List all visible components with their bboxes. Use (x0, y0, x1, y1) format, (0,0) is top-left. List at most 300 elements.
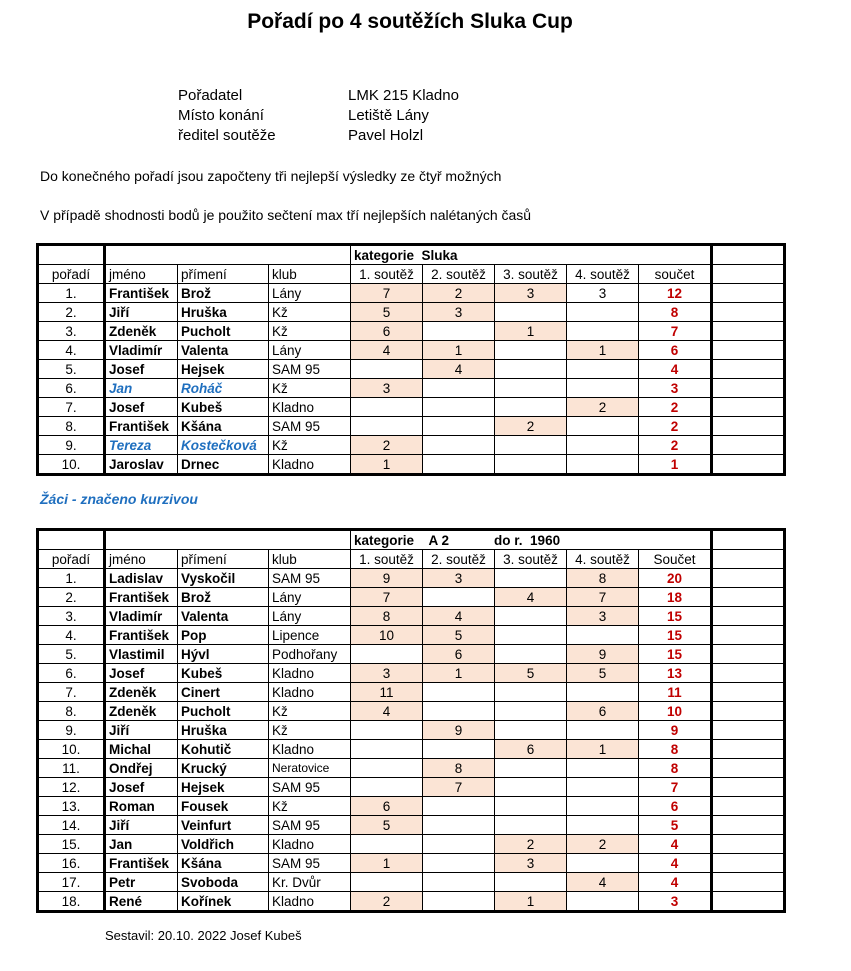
column-header: 2. soutěž (423, 265, 495, 284)
sum-cell: 3 (639, 379, 712, 398)
column-header: pořadí (38, 265, 105, 284)
blank-cell (712, 816, 785, 835)
last-name-cell: Kubeš (178, 664, 269, 683)
club-cell: Kž (269, 721, 351, 740)
rank-cell: 13. (38, 797, 105, 816)
blank-cell (712, 873, 785, 892)
score-cell: 3 (495, 854, 567, 873)
table-row (38, 626, 785, 645)
score-cell: 8 (351, 607, 423, 626)
info-value: Pavel Holzl (348, 127, 424, 144)
table-row (38, 398, 785, 417)
score-cell: 4 (423, 607, 495, 626)
score-cell (351, 759, 423, 778)
club-cell: Kž (269, 702, 351, 721)
info-label: Pořadatel (178, 87, 243, 104)
club-cell: Kladno (269, 398, 351, 417)
table-row (38, 759, 785, 778)
rank-cell: 9. (38, 721, 105, 740)
score-cell: 7 (351, 284, 423, 303)
last-name-cell: Voldřich (178, 835, 269, 854)
score-cell (423, 892, 495, 912)
first-name-cell: František (105, 626, 178, 645)
score-cell: 5 (567, 664, 639, 683)
score-cell: 6 (495, 740, 567, 759)
footer-compiled-by: Sestavil: 20.10. 2022 Josef Kubeš (105, 928, 302, 943)
table-row (38, 569, 785, 588)
rank-cell: 3. (38, 322, 105, 341)
club-cell: Kr. Dvůr (269, 873, 351, 892)
score-cell: 9 (351, 569, 423, 588)
score-cell: 4 (567, 873, 639, 892)
score-cell (495, 683, 567, 702)
first-name-cell: Jiří (105, 721, 178, 740)
rank-cell: 18. (38, 892, 105, 912)
score-cell (495, 607, 567, 626)
rank-cell: 4. (38, 341, 105, 360)
column-header: 3. soutěž (495, 550, 567, 569)
table-row (38, 740, 785, 759)
score-cell (423, 854, 495, 873)
score-cell (423, 797, 495, 816)
score-cell (495, 778, 567, 797)
last-name-cell: Pucholt (178, 322, 269, 341)
score-cell: 7 (567, 588, 639, 607)
rank-cell: 1. (38, 284, 105, 303)
sum-cell: 1 (639, 455, 712, 475)
score-cell (351, 778, 423, 797)
club-cell: SAM 95 (269, 778, 351, 797)
sum-cell: 2 (639, 398, 712, 417)
first-name-cell: Zdeněk (105, 702, 178, 721)
score-cell (423, 873, 495, 892)
note-tiebreak: V případě shodnosti bodů je použito sečtení max tří nejlepších nalétaných časů (40, 207, 532, 223)
blank-cell (712, 455, 785, 475)
column-header-row (38, 265, 785, 284)
sum-cell: 4 (639, 360, 712, 379)
sum-cell: 6 (639, 341, 712, 360)
score-cell: 11 (351, 683, 423, 702)
table-row (38, 835, 785, 854)
club-cell: SAM 95 (269, 816, 351, 835)
blank-cell (712, 664, 785, 683)
score-cell: 1 (423, 664, 495, 683)
club-cell: Lány (269, 588, 351, 607)
column-header: 2. soutěž (423, 550, 495, 569)
score-cell (567, 322, 639, 341)
score-cell (423, 740, 495, 759)
table-row (38, 778, 785, 797)
table-row (38, 436, 785, 455)
sum-cell: 20 (639, 569, 712, 588)
score-cell: 5 (495, 664, 567, 683)
column-header: přímení (178, 265, 269, 284)
table-row (38, 303, 785, 322)
score-cell (567, 797, 639, 816)
sum-cell: 15 (639, 607, 712, 626)
club-cell: SAM 95 (269, 569, 351, 588)
score-cell: 7 (423, 778, 495, 797)
score-cell (495, 626, 567, 645)
score-cell (567, 816, 639, 835)
blank-cell (712, 588, 785, 607)
score-cell: 4 (495, 588, 567, 607)
score-cell (567, 721, 639, 740)
last-name-cell: Drnec (178, 455, 269, 475)
score-cell (423, 702, 495, 721)
score-cell (495, 436, 567, 455)
score-cell (423, 417, 495, 436)
score-cell (495, 303, 567, 322)
results-table-sluka (36, 243, 786, 476)
table-row (38, 702, 785, 721)
header-blank (712, 265, 785, 284)
last-name-cell: Hývl (178, 645, 269, 664)
sum-cell: 9 (639, 721, 712, 740)
last-name-cell: Kostečková (178, 436, 269, 455)
score-cell: 1 (567, 740, 639, 759)
table-row (38, 455, 785, 475)
blank-cell (712, 360, 785, 379)
last-name-cell: Veinfurt (178, 816, 269, 835)
score-cell (567, 778, 639, 797)
blank-cell (712, 835, 785, 854)
first-name-cell: Michal (105, 740, 178, 759)
score-cell: 1 (423, 341, 495, 360)
column-header: 3. soutěž (495, 265, 567, 284)
column-header: pořadí (38, 550, 105, 569)
first-name-cell: František (105, 588, 178, 607)
club-cell: Kž (269, 322, 351, 341)
score-cell: 1 (351, 455, 423, 475)
header-blank (712, 245, 785, 265)
club-cell: Lány (269, 284, 351, 303)
column-header-sum: Součet (639, 550, 712, 569)
table-row (38, 721, 785, 740)
table-row (38, 360, 785, 379)
info-value: LMK 215 Kladno (348, 87, 459, 104)
first-name-cell: Petr (105, 873, 178, 892)
first-name-cell: Jiří (105, 303, 178, 322)
first-name-cell: Zdeněk (105, 683, 178, 702)
score-cell: 10 (351, 626, 423, 645)
sum-cell: 13 (639, 664, 712, 683)
rank-cell: 8. (38, 702, 105, 721)
column-header-row (38, 550, 785, 569)
score-cell (423, 322, 495, 341)
table-row (38, 588, 785, 607)
sum-cell: 6 (639, 797, 712, 816)
score-cell: 4 (423, 360, 495, 379)
first-name-cell: Vladimír (105, 607, 178, 626)
first-name-cell: Jan (105, 835, 178, 854)
table-row (38, 607, 785, 626)
table-row (38, 664, 785, 683)
sum-cell: 3 (639, 892, 712, 912)
first-name-cell: Josef (105, 664, 178, 683)
score-cell (423, 835, 495, 854)
first-name-cell: René (105, 892, 178, 912)
first-name-cell: František (105, 854, 178, 873)
score-cell (423, 436, 495, 455)
club-cell: Kladno (269, 892, 351, 912)
last-name-cell: Valenta (178, 341, 269, 360)
blank-cell (712, 607, 785, 626)
blank-cell (712, 322, 785, 341)
score-cell: 2 (567, 835, 639, 854)
score-cell: 2 (567, 398, 639, 417)
last-name-cell: Kubeš (178, 398, 269, 417)
score-cell: 7 (351, 588, 423, 607)
last-name-cell: Kšána (178, 417, 269, 436)
sum-cell: 15 (639, 626, 712, 645)
last-name-cell: Vyskočil (178, 569, 269, 588)
rank-cell: 16. (38, 854, 105, 873)
club-cell: Kladno (269, 664, 351, 683)
score-cell (495, 455, 567, 475)
rank-cell: 8. (38, 417, 105, 436)
rank-cell: 6. (38, 379, 105, 398)
score-cell (351, 398, 423, 417)
club-cell: Kladno (269, 835, 351, 854)
last-name-cell: Hejsek (178, 778, 269, 797)
score-cell (567, 455, 639, 475)
score-cell (495, 360, 567, 379)
score-cell: 3 (351, 664, 423, 683)
sum-cell: 8 (639, 740, 712, 759)
table-row (38, 322, 785, 341)
rank-cell: 2. (38, 303, 105, 322)
blank-cell (712, 778, 785, 797)
club-cell: Kladno (269, 740, 351, 759)
column-header: klub (269, 550, 351, 569)
club-cell: Lány (269, 607, 351, 626)
results-table-a2 (36, 528, 786, 913)
blank-cell (712, 740, 785, 759)
score-cell (423, 588, 495, 607)
blank-cell (712, 702, 785, 721)
sum-cell: 4 (639, 854, 712, 873)
first-name-cell: Jaroslav (105, 455, 178, 475)
score-cell (567, 683, 639, 702)
score-cell: 4 (351, 341, 423, 360)
first-name-cell: Roman (105, 797, 178, 816)
rank-cell: 5. (38, 645, 105, 664)
first-name-cell: Vladimír (105, 341, 178, 360)
last-name-cell: Hruška (178, 721, 269, 740)
table-row (38, 645, 785, 664)
column-header: přímení (178, 550, 269, 569)
score-cell: 1 (495, 322, 567, 341)
club-cell: Kž (269, 303, 351, 322)
blank-cell (712, 569, 785, 588)
score-cell: 6 (351, 322, 423, 341)
sum-cell: 15 (639, 645, 712, 664)
rank-cell: 7. (38, 683, 105, 702)
club-cell: SAM 95 (269, 417, 351, 436)
juniors-legend: Žáci - značeno kurzivou (40, 491, 198, 507)
club-cell: Kž (269, 797, 351, 816)
score-cell (423, 455, 495, 475)
first-name-cell: Ladislav (105, 569, 178, 588)
score-cell: 3 (423, 569, 495, 588)
rank-cell: 14. (38, 816, 105, 835)
rank-cell: 2. (38, 588, 105, 607)
table-row (38, 379, 785, 398)
page-title: Pořadí po 4 soutěžích Sluka Cup (247, 10, 573, 33)
last-name-cell: Pop (178, 626, 269, 645)
sum-cell: 7 (639, 778, 712, 797)
rank-cell: 10. (38, 740, 105, 759)
score-cell (567, 303, 639, 322)
score-cell: 2 (495, 417, 567, 436)
score-cell: 1 (495, 892, 567, 912)
first-name-cell: Zdeněk (105, 322, 178, 341)
score-cell (567, 854, 639, 873)
table-row (38, 683, 785, 702)
sum-cell: 12 (639, 284, 712, 303)
sum-cell: 7 (639, 322, 712, 341)
last-name-cell: Svoboda (178, 873, 269, 892)
club-cell: Kž (269, 436, 351, 455)
table-row (38, 284, 785, 303)
table-row (38, 854, 785, 873)
table-row (38, 341, 785, 360)
table-row (38, 797, 785, 816)
club-cell: Neratovice (269, 759, 351, 778)
header-blank (712, 550, 785, 569)
rank-cell: 17. (38, 873, 105, 892)
first-name-cell: Jan (105, 379, 178, 398)
score-cell (495, 569, 567, 588)
score-cell: 5 (351, 303, 423, 322)
rank-cell: 11. (38, 759, 105, 778)
table-row (38, 873, 785, 892)
category-row (38, 245, 785, 265)
blank-cell (712, 436, 785, 455)
score-cell: 3 (423, 303, 495, 322)
score-cell: 2 (495, 835, 567, 854)
score-cell (351, 740, 423, 759)
score-cell: 2 (351, 436, 423, 455)
score-cell: 2 (423, 284, 495, 303)
blank-cell (712, 341, 785, 360)
score-cell (495, 797, 567, 816)
club-cell: Podhořany (269, 645, 351, 664)
column-header: 4. soutěž (567, 550, 639, 569)
sum-cell: 8 (639, 303, 712, 322)
last-name-cell: Hejsek (178, 360, 269, 379)
score-cell (567, 379, 639, 398)
last-name-cell: Kohutič (178, 740, 269, 759)
score-cell: 5 (351, 816, 423, 835)
score-cell (567, 417, 639, 436)
rank-cell: 10. (38, 455, 105, 475)
last-name-cell: Pucholt (178, 702, 269, 721)
category-row (38, 530, 785, 550)
category-title: kategorie Sluka (351, 245, 712, 265)
score-cell (567, 892, 639, 912)
sum-cell: 10 (639, 702, 712, 721)
blank-cell (712, 398, 785, 417)
score-cell (495, 759, 567, 778)
score-cell (423, 398, 495, 417)
score-cell (351, 360, 423, 379)
blank-cell (712, 645, 785, 664)
score-cell (567, 436, 639, 455)
header-blank (105, 245, 351, 265)
rank-cell: 5. (38, 360, 105, 379)
first-name-cell: Josef (105, 778, 178, 797)
score-cell (495, 341, 567, 360)
score-cell: 6 (567, 702, 639, 721)
score-cell (423, 379, 495, 398)
club-cell: Kladno (269, 683, 351, 702)
blank-cell (712, 379, 785, 398)
column-header: 1. soutěž (351, 550, 423, 569)
blank-cell (712, 759, 785, 778)
sum-cell: 18 (639, 588, 712, 607)
column-header: jméno (105, 550, 178, 569)
score-cell (567, 360, 639, 379)
score-cell (423, 816, 495, 835)
score-cell (351, 873, 423, 892)
last-name-cell: Brož (178, 588, 269, 607)
score-cell (495, 816, 567, 835)
rank-cell: 3. (38, 607, 105, 626)
score-cell (495, 721, 567, 740)
header-blank (105, 530, 351, 550)
club-cell: SAM 95 (269, 360, 351, 379)
blank-cell (712, 797, 785, 816)
blank-cell (712, 854, 785, 873)
category-title: kategorie A 2 do r. 1960 (351, 530, 712, 550)
club-cell: Kladno (269, 455, 351, 475)
sum-cell: 4 (639, 873, 712, 892)
score-cell: 3 (351, 379, 423, 398)
first-name-cell: Ondřej (105, 759, 178, 778)
last-name-cell: Kšána (178, 854, 269, 873)
score-cell (567, 759, 639, 778)
info-label: Místo konání (178, 107, 264, 124)
score-cell: 1 (351, 854, 423, 873)
column-header: 1. soutěž (351, 265, 423, 284)
score-cell (495, 873, 567, 892)
score-cell: 9 (567, 645, 639, 664)
score-cell: 5 (423, 626, 495, 645)
last-name-cell: Krucký (178, 759, 269, 778)
score-cell (495, 379, 567, 398)
table-row (38, 892, 785, 912)
club-cell: Kž (269, 379, 351, 398)
sum-cell: 4 (639, 835, 712, 854)
sum-cell: 8 (639, 759, 712, 778)
first-name-cell: Josef (105, 360, 178, 379)
header-blank (38, 530, 105, 550)
score-cell: 9 (423, 721, 495, 740)
first-name-cell: Tereza (105, 436, 178, 455)
score-cell (351, 835, 423, 854)
score-cell: 8 (567, 569, 639, 588)
blank-cell (712, 284, 785, 303)
column-header: jméno (105, 265, 178, 284)
rank-cell: 6. (38, 664, 105, 683)
last-name-cell: Kořínek (178, 892, 269, 912)
club-cell: Lány (269, 341, 351, 360)
rank-cell: 7. (38, 398, 105, 417)
blank-cell (712, 303, 785, 322)
header-blank (38, 245, 105, 265)
